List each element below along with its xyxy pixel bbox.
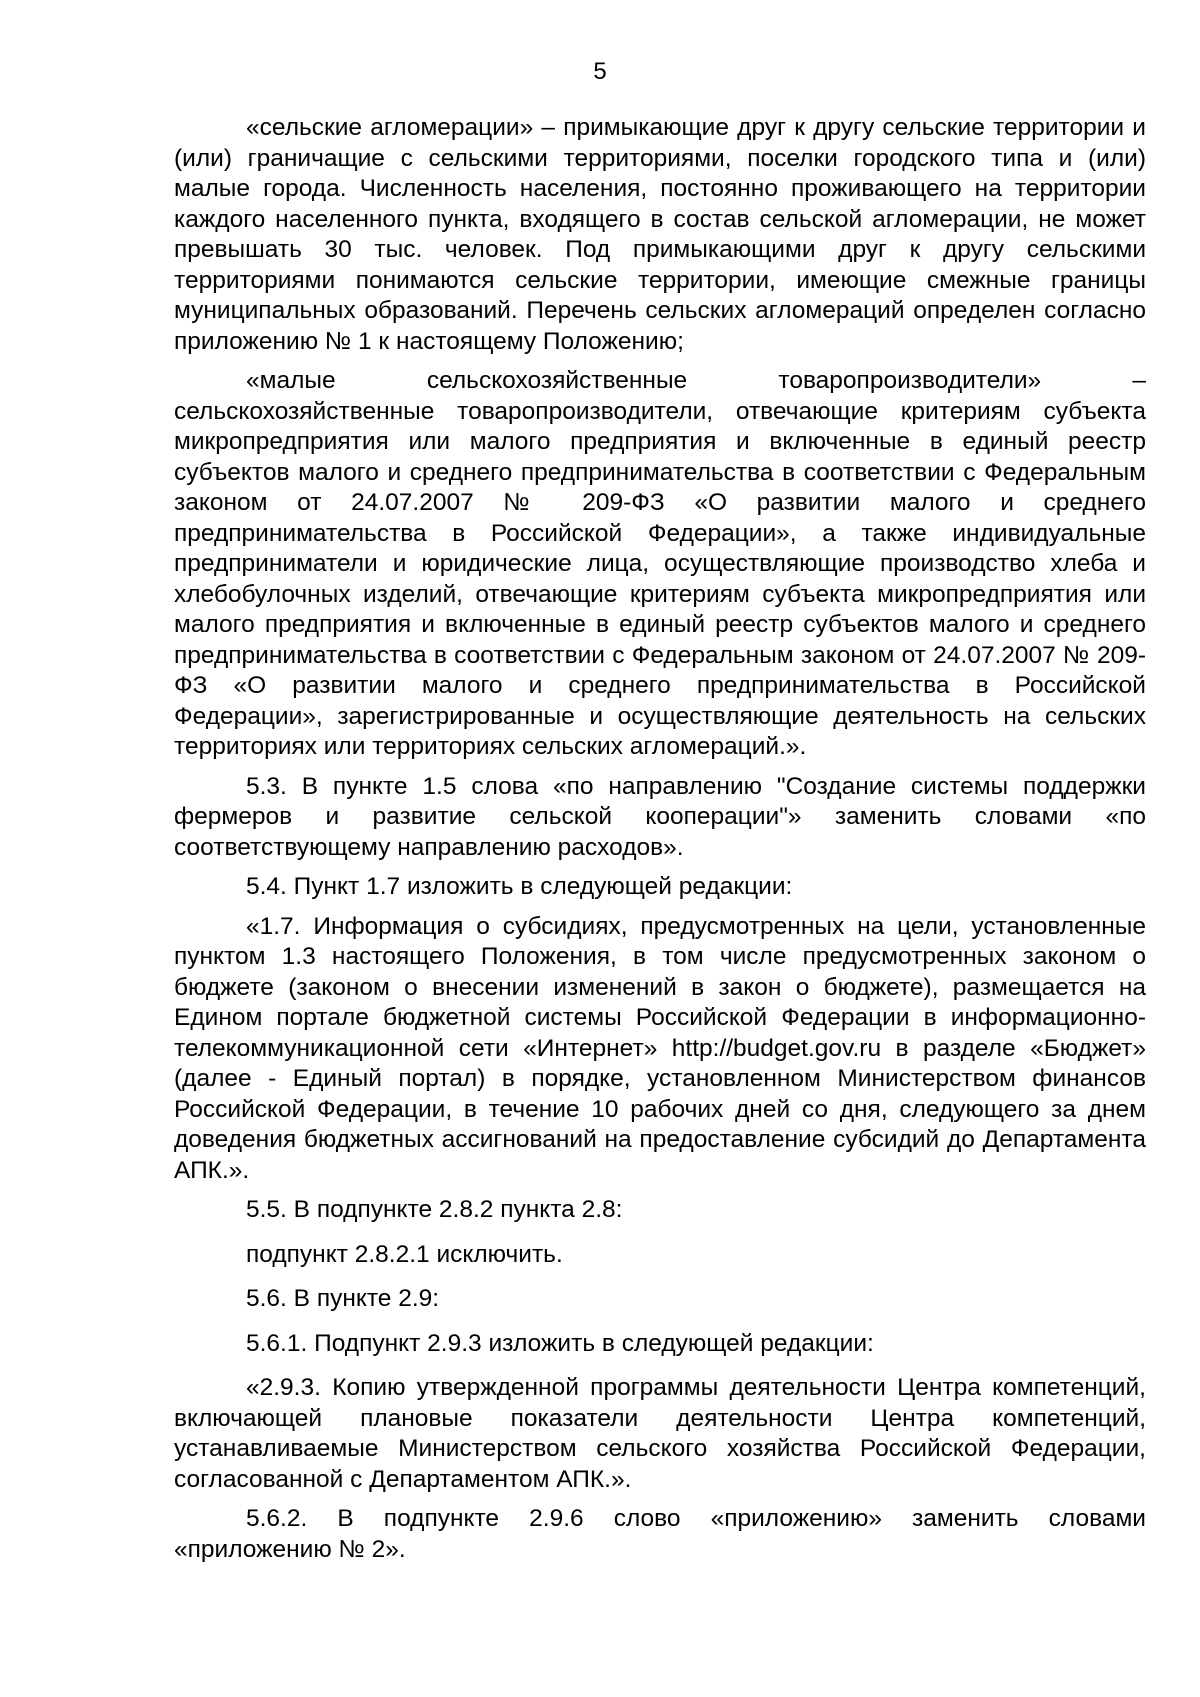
paragraph-definition-small-producers: «малые сельскохозяйственные товаропроизводители» – сельскохозяйственные товаропроизводители, отвечающие критериям субъекта микропредприятия или малого предприятия и включенные в единый реестр субъектов малого и среднего предпринимательства в соответствии с Федеральным законом от 24.07.2007 № 209-ФЗ «О развитии малого и среднего предпринимательства в Российской Федерации», а также индивидуальные предприниматели и юридические лица, осуществляющие производство хлеба и хлебобулочных изделий, отвечающие критериям субъекта микропредприятия или малого предприятия и включенные в единый реестр субъектов малого и среднего предпринимательства в соответствии с Федеральным законом от 24.07.2007 № 209-ФЗ «О развитии малого и среднего предпринимательства в Российской Федерации», зарегистрированные и осуществляющие деятельность на сельских территориях или территориях сельских агломераций.». [174, 367, 1146, 760]
paragraph-item-5-4: 5.4. Пункт 1.7 изложить в следующей редакции: [246, 873, 793, 900]
paragraph-item-5-5: 5.5. В подпункте 2.8.2 пункта 2.8: [246, 1196, 623, 1223]
paragraph-item-5-3: 5.3. В пункте 1.5 слова «по направлению "Создание системы поддержки фермеров и развитие сельской кооперации"» заменить словами «по соответствующему направлению расходов». [174, 772, 1146, 861]
paragraph-clause-1-7: «1.7. Информация о субсидиях, предусмотренных на цели, установленные пунктом 1.3 настоящего Положения, в том числе предусмотренных законом о бюджете (законом о внесении изменений в закон о бюджете), размещается на Едином портале бюджетной системы Российской Федерации в информационно-телекоммуникационной сети «Интернет» http://budget.gov.ru в разделе «Бюджет» (далее - Единый портал) в порядке, установленном Министерством финансов Российской Федерации, в течение 10 рабочих дней со дня, следующего за днем доведения бюджетных ассигнований на предоставление субсидий до Департамента АПК.». [174, 912, 1146, 1184]
paragraph-definition-rural-agglomerations: «сельские агломерации» – примыкающие друг к другу сельские территории и (или) граничащие с сельскими территориями, поселки городского типа и (или) малые города. Численность населения, постоянно проживающего на территории каждого населенного пункта, входящего в состав сельской агломерации, не может превышать 30 тыс. человек. Под примыкающими друг к другу сельскими территориями понимаются сельские территории, имеющие смежные границы муниципальных образований. Перечень сельских агломераций определен согласно приложению № 1 к настоящему Положению; [174, 114, 1146, 355]
page-number: 5 [593, 58, 607, 85]
paragraph-item-5-6-1: 5.6.1. Подпункт 2.9.3 изложить в следующей редакции: [246, 1329, 874, 1357]
paragraph-item-5-6-2: 5.6.2. В подпункте 2.9.6 слово «приложению» заменить словами «приложению № 2». [174, 1505, 1146, 1563]
paragraph-item-5-6: 5.6. В пункте 2.9: [246, 1285, 440, 1312]
document-body [174, 113, 1146, 1574]
paragraph-clause-2-9-3: «2.9.3. Копию утвержденной программы деятельности Центра компетенций, включающей плановые показатели деятельности Центра компетенций, устанавливаемые Министерством сельского хозяйства Российской Федерации, согласованной с Департаментом АПК.». [174, 1374, 1146, 1493]
paragraph-subitem-2-8-2-1: подпункт 2.8.2.1 исключить. [246, 1240, 563, 1268]
